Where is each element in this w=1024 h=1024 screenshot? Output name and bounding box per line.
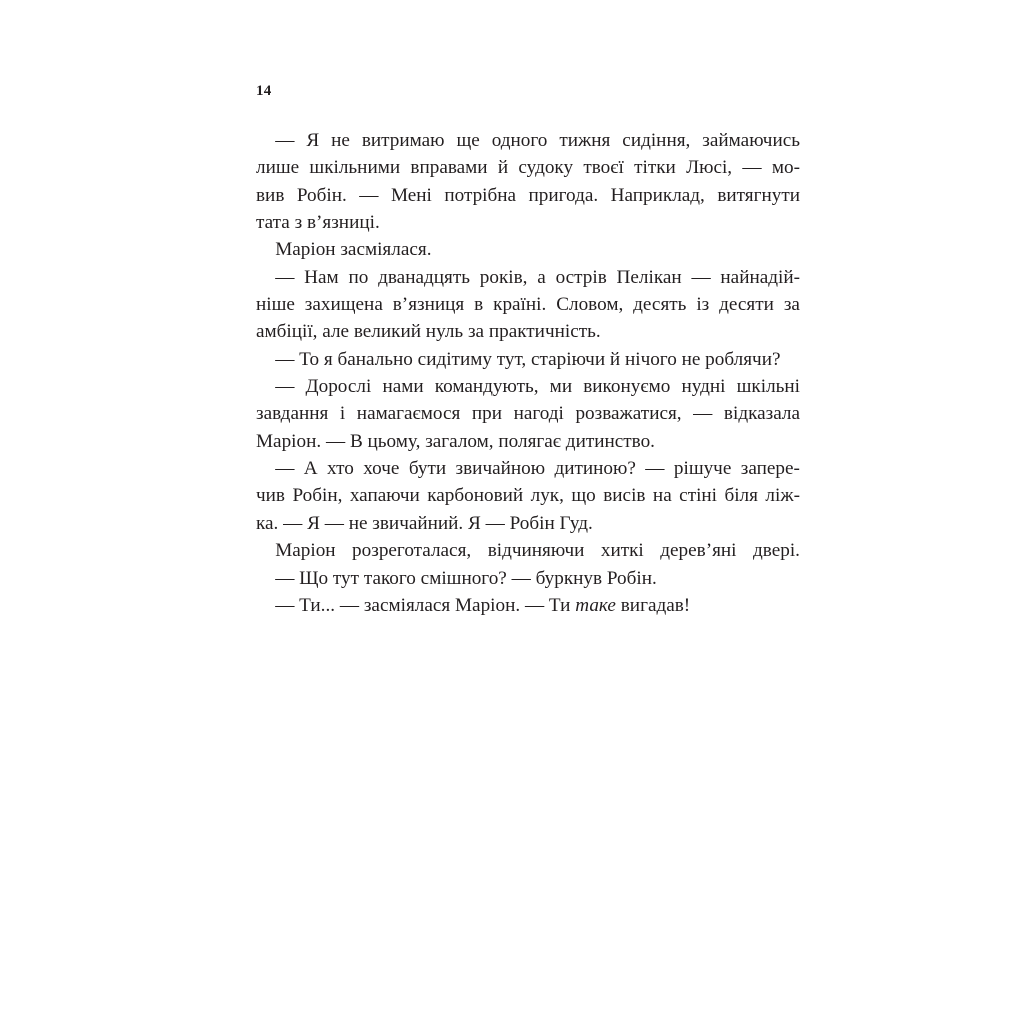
text-word: ліж- bbox=[765, 485, 800, 507]
text-line: Маріон засміялася. bbox=[256, 239, 432, 261]
text-word: в’язниця bbox=[392, 294, 465, 316]
text-word: а bbox=[537, 266, 546, 288]
text-line: — То я банально сидітиму тут, старіючи й нічого не роблячи? bbox=[256, 348, 781, 370]
text-word: і bbox=[339, 403, 346, 425]
text-word: А bbox=[303, 458, 318, 480]
text-word: розреготалася, bbox=[352, 540, 472, 562]
text-line bbox=[256, 127, 800, 154]
text-word: тітки bbox=[634, 157, 676, 179]
paragraph bbox=[256, 537, 800, 564]
text-word: витягнути bbox=[717, 184, 800, 206]
text-line: — Що тут такого смішного? — буркнув Робін. bbox=[256, 567, 657, 589]
text-word: дитиною? bbox=[554, 458, 636, 480]
text-word: бути bbox=[408, 458, 447, 480]
text-line bbox=[256, 537, 800, 564]
text-word: судоку bbox=[518, 157, 574, 179]
text-line: Маріон. — В цьому, загалом, полягає дитинство. bbox=[256, 430, 655, 452]
text-line: амбіції, але великий нуль за практичність. bbox=[256, 321, 601, 343]
text-word: одного bbox=[491, 130, 548, 151]
text-word: хапаючи bbox=[349, 485, 420, 507]
paragraph bbox=[256, 346, 800, 373]
text-word: хоче bbox=[363, 458, 400, 480]
text-word: мо- bbox=[771, 157, 800, 179]
emphasis-italic: таке bbox=[575, 594, 616, 616]
text-line bbox=[256, 154, 800, 181]
text-line: ка. — Я — не звичайний. Я — Робін Гуд. bbox=[256, 512, 593, 534]
text-word: лише bbox=[256, 157, 300, 179]
paragraph bbox=[256, 455, 800, 537]
text-line bbox=[256, 264, 800, 291]
paragraph bbox=[256, 127, 800, 236]
text-word: вправами bbox=[410, 157, 488, 179]
text-word: звичайною bbox=[455, 458, 546, 480]
text-word: хиткі bbox=[600, 540, 644, 562]
text-word: Нам bbox=[304, 266, 339, 288]
paragraph bbox=[256, 236, 800, 263]
text-word: намагаємося bbox=[356, 403, 461, 425]
text-word: твоєї bbox=[583, 157, 624, 179]
text-word: десять bbox=[633, 294, 687, 316]
text-word: висів bbox=[603, 485, 646, 507]
text-word: Словом, bbox=[556, 294, 624, 316]
text-word: запере- bbox=[740, 458, 800, 480]
text-word: — bbox=[742, 157, 762, 179]
text-word: в bbox=[474, 294, 484, 316]
text-word: карбоновий bbox=[427, 485, 524, 507]
text-word: Пелікан bbox=[616, 266, 682, 288]
paragraph bbox=[256, 373, 800, 455]
text-word: командують, bbox=[434, 376, 539, 398]
text-word: Люсі, bbox=[686, 157, 733, 179]
paragraph bbox=[256, 565, 800, 592]
paragraph bbox=[256, 592, 800, 619]
text-word: — bbox=[256, 376, 295, 398]
text-word: потрібна bbox=[444, 184, 517, 206]
page-number: 14 bbox=[256, 83, 272, 99]
text-word: — bbox=[256, 266, 295, 288]
text-word: Я bbox=[306, 130, 320, 151]
text-word: острів bbox=[555, 266, 607, 288]
text-line bbox=[256, 455, 800, 482]
text-word: тижня bbox=[559, 130, 611, 151]
text-word: Мені bbox=[390, 184, 432, 206]
text-word: — bbox=[645, 458, 665, 480]
text-word: не bbox=[331, 130, 350, 151]
text-word: відчиняючи bbox=[487, 540, 585, 562]
text-word: ніше bbox=[256, 294, 295, 316]
text-word: витримаю bbox=[361, 130, 445, 151]
text-word: лук, bbox=[530, 485, 564, 507]
paragraph bbox=[256, 264, 800, 346]
text-word: країні. bbox=[493, 294, 547, 316]
text-word: — bbox=[359, 184, 379, 206]
text-word: виконуємо bbox=[583, 376, 671, 398]
text-word: Дорослі bbox=[305, 376, 372, 398]
text-word: Робін, bbox=[292, 485, 343, 507]
text-word: й bbox=[497, 157, 509, 179]
text-word: по bbox=[348, 266, 369, 288]
text-line bbox=[256, 373, 800, 400]
text-line: тата з в’язниці. bbox=[256, 212, 380, 234]
text-word: рішуче bbox=[673, 458, 732, 480]
text-line bbox=[256, 400, 800, 427]
text-word: десяти bbox=[719, 294, 774, 316]
text-run: вигадав! bbox=[615, 594, 691, 616]
text-word: що bbox=[571, 485, 596, 507]
text-line bbox=[256, 482, 800, 509]
text-word: — bbox=[256, 130, 295, 151]
text-word: хто bbox=[327, 458, 354, 480]
text-word: нами bbox=[382, 376, 424, 398]
text-word: сидіння, bbox=[622, 130, 691, 151]
text-word: — bbox=[693, 403, 713, 425]
text-run: — Ти... — засміялася Маріон. — Ти bbox=[256, 594, 576, 616]
text-word: ми bbox=[549, 376, 573, 398]
text-word: відказала bbox=[723, 403, 800, 425]
body-text bbox=[256, 127, 800, 619]
text-word: вив bbox=[256, 184, 285, 206]
text-word: на bbox=[652, 485, 672, 507]
text-line bbox=[256, 592, 800, 619]
text-word: завдання bbox=[256, 403, 329, 425]
text-word: двері. bbox=[753, 540, 800, 562]
text-word: — bbox=[256, 458, 295, 480]
text-word: чив bbox=[256, 485, 285, 507]
text-word: років, bbox=[479, 266, 528, 288]
text-word: найнадій- bbox=[720, 266, 800, 288]
text-word: шкільні bbox=[736, 376, 800, 398]
text-word: Робін. bbox=[296, 184, 347, 206]
text-word: нагоді bbox=[513, 403, 564, 425]
text-word: нудні bbox=[681, 376, 726, 398]
text-word: захищена bbox=[304, 294, 383, 316]
text-word: при bbox=[471, 403, 502, 425]
text-word: — bbox=[691, 266, 711, 288]
text-line bbox=[256, 182, 800, 209]
text-word: Маріон bbox=[256, 540, 336, 562]
text-word: займаючись bbox=[702, 130, 800, 151]
text-word: Наприклад, bbox=[610, 184, 705, 206]
text-word: ще bbox=[456, 130, 480, 151]
text-line bbox=[256, 291, 800, 318]
text-word: за bbox=[783, 294, 800, 316]
text-word: розважатися, bbox=[575, 403, 682, 425]
text-word: дерев’яні bbox=[660, 540, 737, 562]
text-word: шкільними bbox=[309, 157, 401, 179]
text-word: із bbox=[696, 294, 710, 316]
text-word: дванадцять bbox=[378, 266, 470, 288]
text-word: біля bbox=[724, 485, 758, 507]
text-word: стіні bbox=[679, 485, 718, 507]
text-word: пригода. bbox=[528, 184, 599, 206]
